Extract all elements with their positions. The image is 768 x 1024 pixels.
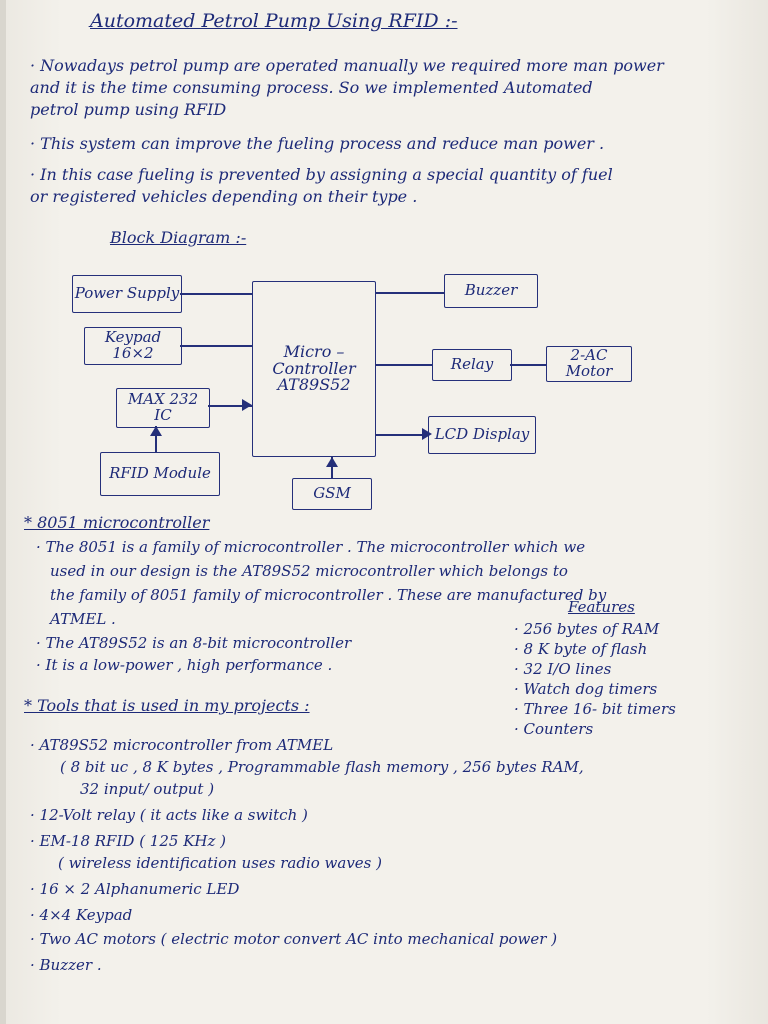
intro-line: · In this case fueling is prevented by assigning a special quantity of fuel bbox=[30, 165, 613, 184]
tools-heading: * Tools that is used in my projects : bbox=[24, 696, 310, 715]
section1-line: ATMEL . bbox=[50, 610, 116, 628]
arrow-lcd bbox=[422, 428, 432, 440]
feature-item: · Counters bbox=[514, 720, 594, 738]
feature-item: · Three 16- bit timers bbox=[514, 700, 676, 718]
wire-keypad bbox=[180, 345, 252, 347]
arrow-gsm bbox=[326, 457, 338, 467]
section1-line: the family of 8051 family of microcontroller . These are manufactured by bbox=[50, 586, 607, 604]
tools-line: ( wireless identification uses radio waves ) bbox=[58, 854, 383, 872]
wire-lcd bbox=[376, 434, 428, 436]
feature-item: · 256 bytes of RAM bbox=[514, 620, 660, 638]
max232-block: MAX 232 IC bbox=[116, 388, 210, 428]
tools-line: ( 8 bit uc , 8 K bytes , Programmable flash memory , 256 bytes RAM, bbox=[60, 758, 584, 776]
intro-line: and it is the time consuming process. So we implemented Automated bbox=[30, 78, 593, 97]
features-heading: Features bbox=[568, 598, 635, 616]
tools-line: · 12-Volt relay ( it acts like a switch ) bbox=[30, 806, 308, 824]
section1-line: · It is a low-power , high performance . bbox=[36, 656, 333, 674]
section1-line: · The AT89S52 is an 8-bit microcontroller bbox=[36, 634, 352, 652]
wire-motor bbox=[510, 364, 546, 366]
feature-item: · 8 K byte of flash bbox=[514, 640, 648, 658]
arrow-rfid bbox=[150, 426, 162, 436]
feature-item: · Watch dog timers bbox=[514, 680, 658, 698]
intro-line: · Nowadays petrol pump are operated manually we required more man power bbox=[30, 56, 664, 75]
tools-line: · EM-18 RFID ( 125 KHz ) bbox=[30, 832, 227, 850]
tools-line: · AT89S52 microcontroller from ATMEL bbox=[30, 736, 334, 754]
section1-line: · The 8051 is a family of microcontroller . The microcontroller which we bbox=[36, 538, 586, 556]
wire-power bbox=[180, 293, 252, 295]
tools-line: 32 input/ output ) bbox=[80, 780, 215, 798]
ac-motor-block: 2-AC Motor bbox=[546, 346, 632, 382]
relay-block: Relay bbox=[432, 349, 512, 381]
block-diagram-heading: Block Diagram :- bbox=[110, 228, 247, 247]
intro-line: petrol pump using RFID bbox=[30, 100, 227, 119]
page-edge bbox=[0, 0, 6, 1024]
arrow-max232 bbox=[242, 399, 252, 411]
keypad-block: Keypad 16×2 bbox=[84, 327, 182, 365]
tools-line: · Two AC motors ( electric motor convert AC into mechanical power ) bbox=[30, 930, 558, 948]
microcontroller-block: Micro – Controller AT89S52 bbox=[252, 281, 376, 457]
lcd-display-block: LCD Display bbox=[428, 416, 536, 454]
tools-line: · Buzzer . bbox=[30, 956, 102, 974]
wire-relay bbox=[376, 364, 432, 366]
section-8051-heading: * 8051 microcontroller bbox=[24, 513, 210, 532]
rfid-module-block: RFID Module bbox=[100, 452, 220, 496]
power-supply-block: Power Supply bbox=[72, 275, 182, 313]
tools-line: · 16 × 2 Alphanumeric LED bbox=[30, 880, 240, 898]
intro-line: · This system can improve the fueling process and reduce man power . bbox=[30, 134, 605, 153]
feature-item: · 32 I/O lines bbox=[514, 660, 612, 678]
tools-line: · 4×4 Keypad bbox=[30, 906, 133, 924]
wire-buzzer bbox=[376, 292, 444, 294]
intro-line: or registered vehicles depending on their type . bbox=[30, 187, 418, 206]
buzzer-block: Buzzer bbox=[444, 274, 538, 308]
page-title: Automated Petrol Pump Using RFID :- bbox=[90, 10, 458, 32]
section1-line: used in our design is the AT89S52 microcontroller which belongs to bbox=[50, 562, 568, 580]
gsm-block: GSM bbox=[292, 478, 372, 510]
